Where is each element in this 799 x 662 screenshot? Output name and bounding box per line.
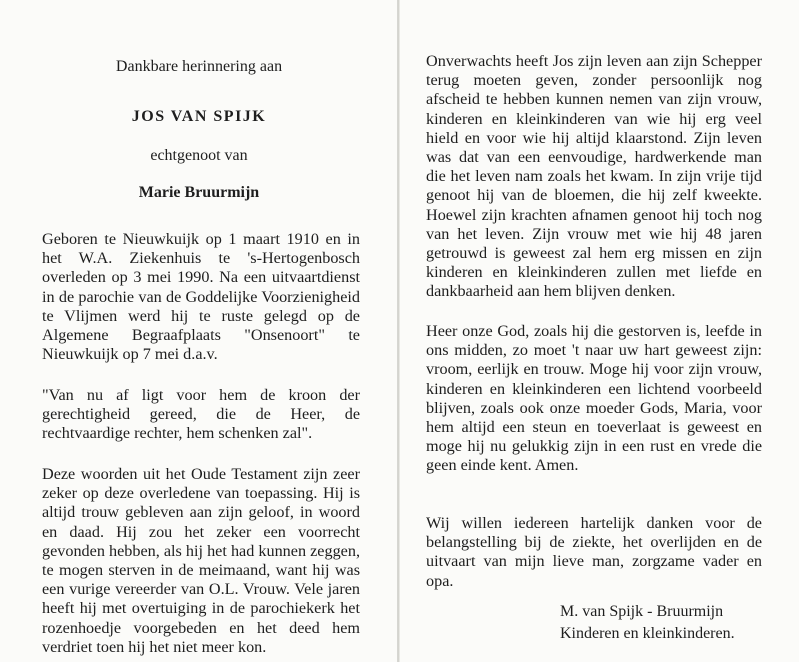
biography-paragraph: Geboren te Nieuwkuijk op 1 maart 1910 en in het W.A. Ziekenhuis te 's-Hertogenbosch overleden op 3 mei 1990. Na een uitvaartdienst in de parochie van de Goddelijke Voorzienigheid te Vlijmen werd hij te ruste gelegd op de Algemene Begraafplaats "Onsenoort" te Nieuwkuijk op 7 mei d.a.v. — [42, 230, 360, 364]
left-page — [0, 0, 398, 662]
signature-line-2: Kinderen en kleinkinderen. — [560, 625, 735, 642]
reflection-paragraph: Deze woorden uit het Oude Testament zijn zeer zeker op deze overledene van toepassing. Hij is altijd trouw gebleven aan zijn geloof, in woord en daad. Hij zou het zeker een voorrecht gevonden hebben, als hij het had kunnen zeggen, te mogen sterven in de meimaand, want hij was een vurige vereerder van O.L. Vrouw. Vele jaren heeft hij met overtuiging in de parochiekerk het rozenhoedje voorgebeden en het deed hem verdriet toen hij het niet meer kon. — [42, 465, 360, 656]
relation-text: echtgenoot van — [150, 147, 248, 164]
bible-quote: "Van nu af ligt voor hem de kroon der gerechtigheid gereed, die de Heer, de rechtvaardige rechter, hem schenken zal". — [42, 386, 360, 443]
signature-line-1: M. van Spijk - Bruurmijn — [560, 603, 724, 620]
thanks-paragraph: Wij willen iedereen hartelijk danken voor de belangstelling bij de ziekte, het overlijden en de uitvaart van mijn lieve man, zorgzame vader en opa. — [426, 514, 762, 590]
deceased-name: JOS VAN SPIJK — [131, 108, 267, 125]
prayer-paragraph: Heer onze God, zoals hij die gestorven is, leefde in ons midden, zo moet 't naar uw hart geweest zijn: vroom, eerlijk en trouw. Moge hij voor zijn vrouw, kinderen en kleinkinderen een lichtend voorbeeld blijven, zoals ook onze moeder Gods, Maria, voor hem altijd een steun en toeverlaat is geweest en moge hij nu gelukkig zijn in een rust en vrede die geen einde kent. Amen. — [426, 322, 762, 475]
spouse-name: Marie Bruurmijn — [138, 184, 260, 201]
intro-text: Dankbare herinnering aan — [115, 58, 283, 75]
life-paragraph: Onverwachts heeft Jos zijn leven aan zijn Schepper terug moeten geven, zonder persoonlijk nog afscheid te hebben kunnen nemen van zijn vrouw, kinderen en kleinkinderen van wie hij erg veel hield en voor wie hij altijd klaarstond. Zijn leven was dat van een eenvoudige, hardwerkende man die het leven nam zoals het kwam. In zijn vrije tijd genoot hij van de bloemen, die hij zelf kweekte. Hoewel zijn krachten afnamen genoot hij toch nog van het leven. Zijn vrouw met wie hij 48 jaren getrouwd is geweest zal hem erg missen en zijn kinderen en kleinkinderen zullen met liefde en dankbaarheid aan hem blijven denken. — [426, 52, 762, 301]
